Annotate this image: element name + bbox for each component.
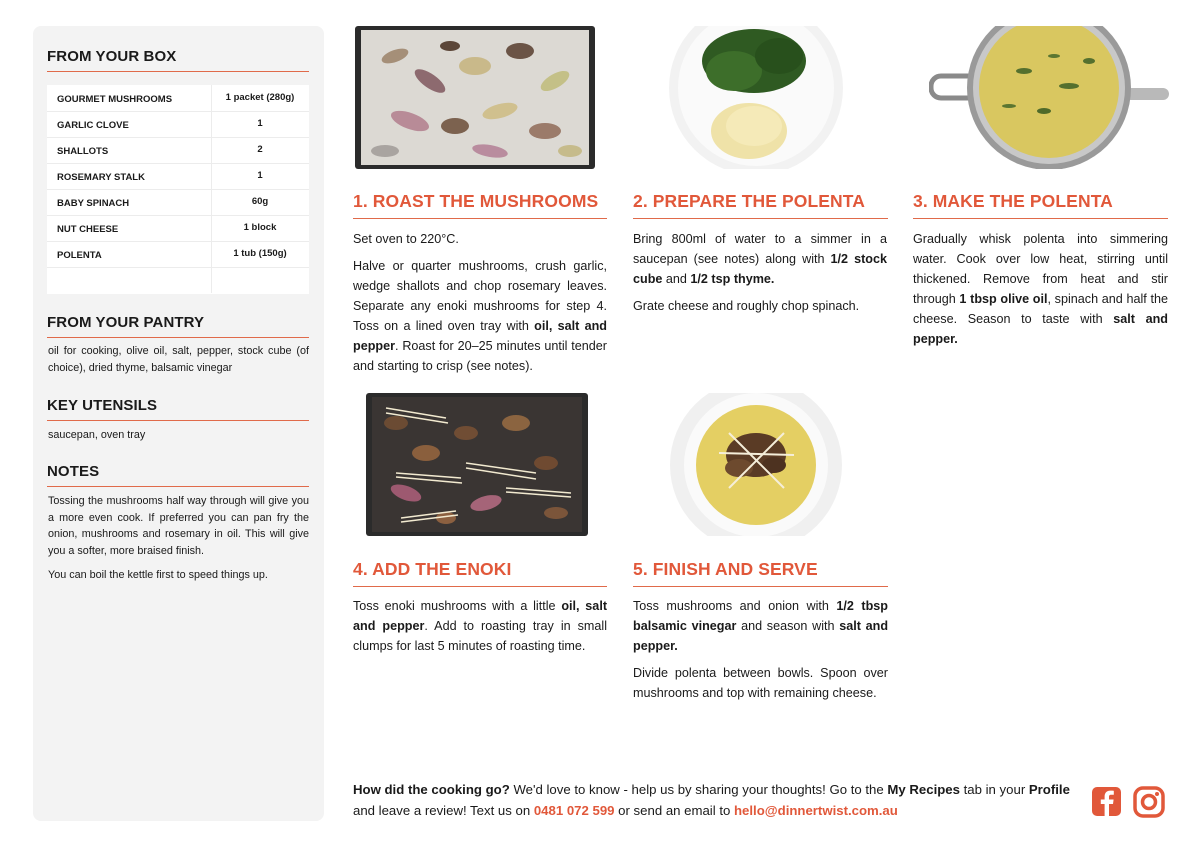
text-run: Halve or quarter mushrooms, crush garlic, wedge shallots and chop rosemary leaves. Separate any enoki mushrooms for step 4. Toss on a lined oven tray with [353, 259, 607, 333]
step-1-title: 1. ROAST THE MUSHROOMS [353, 191, 599, 211]
bold-text: oil, salt and pepper [353, 599, 608, 633]
ingredient-name: GARLIC CLOVE [57, 120, 129, 131]
step-paragraph: Set oven to 220°C. [353, 232, 459, 246]
step-4-body [353, 596, 607, 663]
notes-title: NOTES [47, 463, 100, 480]
ingredient-qty: 2 [257, 144, 263, 155]
text-run: Bring 800ml of water to a simmer in a saucepan (see notes) along with [633, 232, 887, 266]
ingredient-qty: 1 [257, 118, 263, 129]
bold-text: 1/2 tbsp balsamic vinegar [633, 599, 888, 633]
instagram-icon[interactable] [1133, 786, 1166, 818]
divider [353, 586, 607, 587]
text-run: Toss mushrooms and onion with [633, 599, 837, 613]
step-paragraph: Divide polenta between bowls. Spoon over mushrooms and top with remaining cheese. [633, 666, 888, 700]
phone-link[interactable]: 0481 072 599 [533, 803, 615, 818]
ingredient-row [47, 111, 309, 138]
ingredient-row [47, 215, 309, 242]
note-paragraph: Tossing the mushrooms half way through will give you a more even cook. If preferred you can pan fry the onion, mushrooms and rosemary in oil. This will give you a softer, more braised finish. [48, 495, 309, 557]
divider [47, 337, 309, 338]
text-run: , spinach and half the cheese. Season to taste with [913, 292, 1168, 326]
utensils-title: KEY UTENSILS [47, 397, 158, 414]
pantry-title: FROM YOUR PANTRY [47, 314, 205, 331]
note-paragraph: You can boil the kettle first to speed things up. [48, 569, 268, 581]
footer-question: How did the cooking go? [353, 782, 510, 797]
ingredient-qty: 1 block [243, 222, 277, 233]
notes-text [48, 493, 309, 592]
ingredient-row [47, 241, 309, 268]
ingredient-qty: 1 packet (280g) [225, 92, 295, 103]
divider [633, 218, 888, 219]
step-paragraph: Grate cheese and roughly chop spinach. [633, 299, 860, 313]
my-recipes-link[interactable]: My Recipes [887, 782, 960, 797]
step-paragraph [633, 229, 887, 289]
step-5-title: 5. FINISH AND SERVE [633, 559, 818, 579]
ingredient-qty: 60g [251, 196, 269, 207]
divider [47, 71, 309, 72]
text-run: Gradually whisk polenta into simmering water. Cook over low heat, stirring until thickened. Remove from heat and stir through [913, 232, 1168, 306]
ingredient-row [47, 137, 309, 164]
pantry-text: oil for cooking, olive oil, salt, pepper, stock cube (of choice), dried thyme, balsamic vinegar [48, 345, 309, 374]
step-paragraph [633, 596, 888, 656]
ingredient-row [47, 85, 309, 112]
text-run: Toss enoki mushrooms with a little [353, 599, 562, 613]
step-1-body [353, 229, 607, 383]
bold-text: oil, salt and pepper [353, 319, 607, 353]
step-paragraph [353, 596, 607, 656]
ingredients-table [47, 85, 309, 294]
text-run: and season with [736, 619, 840, 633]
ingredient-name: BABY SPINACH [57, 198, 130, 209]
text-run: or send an email to [614, 803, 734, 818]
ingredient-qty: 1 tub (150g) [233, 248, 287, 259]
step-5-body [633, 596, 888, 710]
roast-mushrooms-photo [355, 26, 595, 169]
text-run: and [662, 272, 691, 286]
bold-text: salt and pepper. [913, 312, 1168, 346]
ingredient-name: SHALLOTS [57, 146, 109, 157]
enoki-tray-photo [366, 393, 588, 536]
polenta-pan-photo [929, 26, 1169, 169]
step-2-title: 2. PREPARE THE POLENTA [633, 191, 865, 211]
step-2-body [633, 229, 887, 323]
text-run: . Roast for 20–25 minutes until tender and starting to crisp (see notes). [353, 339, 607, 373]
feedback-footer [353, 779, 1073, 821]
spinach-cheese-photo [669, 26, 844, 169]
step-3-body [913, 229, 1168, 356]
divider [913, 218, 1168, 219]
text-run: and leave a review! Text us on [353, 803, 534, 818]
step-paragraph [353, 256, 607, 376]
step-3-title: 3. MAKE THE POLENTA [913, 191, 1113, 211]
text-run: tab in your [959, 782, 1029, 797]
ingredient-name: GOURMET MUSHROOMS [57, 94, 173, 105]
ingredient-name: NUT CHEESE [57, 224, 119, 235]
ingredient-name: ROSEMARY STALK [57, 172, 145, 183]
divider [353, 218, 607, 219]
text-run: . Add to roasting tray in small clumps for last 5 minutes of roasting time. [353, 619, 607, 653]
facebook-icon[interactable] [1091, 786, 1122, 817]
bold-text: 1/2 stock cube [633, 252, 887, 286]
finished-dish-photo [669, 393, 844, 536]
box-title: FROM YOUR BOX [47, 48, 177, 65]
bold-text: salt and pepper. [633, 619, 889, 653]
ingredient-row [47, 189, 309, 216]
text-run: We'd love to know - help us by sharing your thoughts! Go to the [509, 782, 888, 797]
ingredient-name: POLENTA [57, 250, 102, 261]
divider [47, 486, 309, 487]
ingredient-row [47, 163, 309, 190]
email-link[interactable]: hello@dinnertwist.com.au [734, 803, 898, 818]
sidebar [33, 26, 324, 821]
profile-link[interactable]: Profile [1028, 782, 1070, 797]
utensils-text: saucepan, oven tray [48, 429, 146, 441]
step-paragraph [913, 229, 1168, 349]
divider [47, 420, 309, 421]
divider [633, 586, 888, 587]
bold-text: 1/2 tsp thyme. [690, 272, 775, 286]
ingredient-qty: 1 [257, 170, 263, 181]
bold-text: 1 tbsp olive oil [959, 292, 1048, 306]
step-4-title: 4. ADD THE ENOKI [353, 559, 512, 579]
